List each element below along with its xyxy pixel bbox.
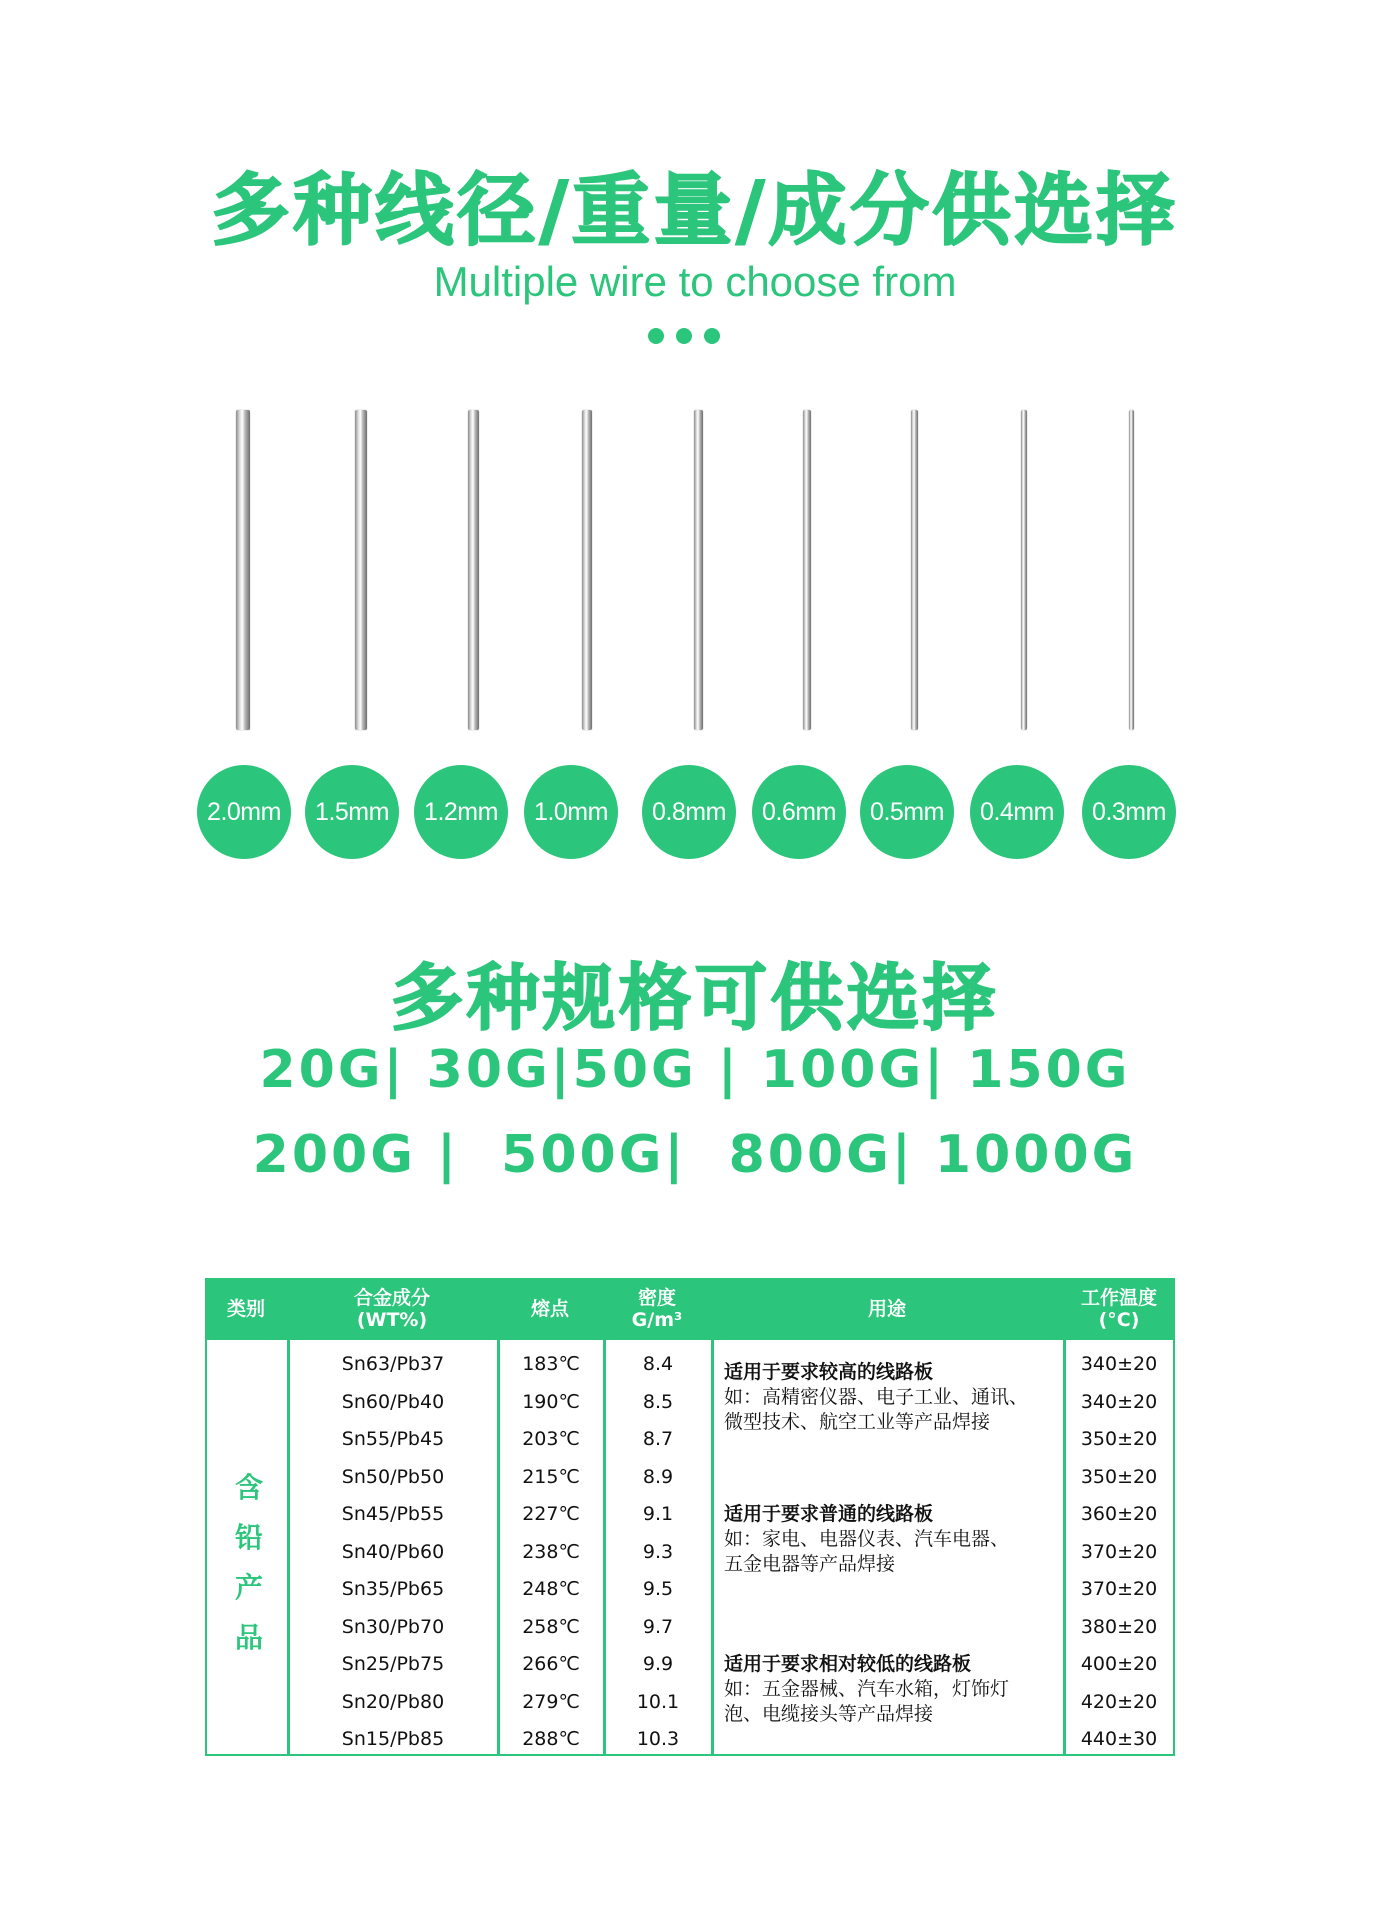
wire-0-6 [803, 410, 811, 730]
table-cell-density: 10.3 [636, 1728, 680, 1750]
table-cell-melt: 279℃ [522, 1690, 580, 1713]
table-cell-density: 9.7 [642, 1615, 674, 1638]
table-cell-alloy: Sn63/Pb37 [341, 1353, 445, 1375]
page-subtitle: Multiple wire to choose from [433, 258, 957, 305]
table-cell-alloy: Sn60/Pb40 [341, 1390, 445, 1413]
size-badge: 0.8mm [642, 765, 736, 859]
header-usage: 用途 [867, 1298, 906, 1320]
wire-0-5 [911, 410, 918, 730]
category-char: 含 [234, 1471, 263, 1504]
table-cell-melt: 203℃ [522, 1428, 580, 1450]
usage-block: 适用于要求普通的线路板 如：家电、电器仪表、汽车电器、 五金电器等产品焊接 [724, 1503, 1010, 1575]
table-cell-melt: 248℃ [522, 1578, 580, 1600]
table-cell-temp: 380±20 [1080, 1615, 1158, 1638]
table-cell-temp: 370±20 [1080, 1578, 1158, 1600]
usage-block: 适用于要求相对较低的线路板 如：五金器械、汽车水箱，灯饰灯 泡、电缆接头等产品焊接 [724, 1653, 1010, 1725]
table-cell-alloy: Sn45/Pb55 [341, 1503, 445, 1525]
usage-block: 适用于要求较高的线路板 如：高精密仪器、电子工业、通讯、 微型技术、航空工业等产品焊接 [724, 1361, 1029, 1433]
category-char: 品 [234, 1621, 263, 1654]
table-cell-alloy: Sn15/Pb85 [341, 1728, 445, 1750]
table-cell-alloy: Sn55/Pb45 [341, 1428, 445, 1450]
size-badge: 1.0mm [524, 765, 618, 859]
header-melting-point: 熔点 [530, 1298, 569, 1320]
table-cell-alloy: Sn40/Pb60 [341, 1540, 445, 1563]
table-cell-melt: 258℃ [522, 1615, 580, 1638]
table-cell-melt: 183℃ [522, 1353, 580, 1375]
table-cell-temp: 360±20 [1080, 1503, 1158, 1525]
wire-1-0 [582, 410, 592, 730]
size-badge: 0.6mm [752, 765, 846, 859]
table-cell-temp: 370±20 [1080, 1540, 1158, 1563]
table-cell-density: 10.1 [636, 1690, 680, 1713]
page-title: 多种线径/重量/成分供选择 [211, 166, 1179, 256]
table-cell-density: 8.4 [642, 1353, 674, 1375]
size-badge: 1.5mm [305, 765, 399, 859]
table-cell-density: 9.9 [642, 1653, 674, 1675]
alloy-table [205, 1278, 1175, 1758]
table-header [205, 1278, 1175, 1340]
table-body [205, 1340, 1175, 1756]
specs-line-2: 200G | 500G| 800G| 1000G [252, 1125, 1138, 1185]
wire-0-4 [1021, 410, 1027, 730]
category-char: 产 [234, 1571, 263, 1604]
size-badge: 0.3mm [1082, 765, 1176, 859]
header-alloy: 合金成分 (WT%) [353, 1287, 430, 1331]
table-cell-melt: 215℃ [522, 1465, 580, 1488]
specs-line-1: 20G| 30G|50G | 100G| 150G [259, 1040, 1131, 1100]
table-cell-melt: 190℃ [522, 1390, 580, 1413]
specs-title: 多种规格可供选择 [390, 956, 999, 1040]
table-cell-alloy: Sn30/Pb70 [341, 1615, 445, 1638]
table-cell-temp: 440±30 [1080, 1728, 1158, 1750]
wire-0-3 [1129, 410, 1134, 730]
table-cell-melt: 288℃ [522, 1728, 580, 1750]
table-cell-temp: 340±20 [1080, 1390, 1158, 1413]
table-cell-density: 9.5 [642, 1578, 674, 1600]
wire-2-0 [236, 410, 250, 730]
wire-0-8 [694, 410, 703, 730]
decorative-dots [648, 328, 748, 348]
table-cell-density: 9.1 [642, 1503, 674, 1525]
size-badge: 0.5mm [860, 765, 954, 859]
table-cell-density: 8.7 [642, 1428, 674, 1450]
table-cell-melt: 238℃ [522, 1540, 580, 1563]
table-cell-density: 8.5 [642, 1390, 674, 1413]
table-cell-temp: 400±20 [1080, 1653, 1158, 1675]
table-cell-alloy: Sn20/Pb80 [341, 1690, 445, 1713]
category-char: 铅 [234, 1521, 263, 1554]
wire-1-2 [468, 410, 479, 730]
table-cell-temp: 340±20 [1080, 1353, 1158, 1375]
header-working-temp: 工作温度 (°C) [1080, 1287, 1157, 1331]
header-category: 类别 [226, 1298, 265, 1320]
table-cell-density: 8.9 [642, 1465, 674, 1488]
table-cell-density: 9.3 [642, 1540, 674, 1563]
table-cell-temp: 350±20 [1080, 1465, 1158, 1488]
size-badge: 2.0mm [197, 765, 291, 859]
wire-1-5 [355, 410, 367, 730]
table-cell-alloy: Sn50/Pb50 [341, 1465, 445, 1488]
size-badge: 0.4mm [970, 765, 1064, 859]
table-cell-melt: 266℃ [522, 1653, 580, 1675]
table-cell-temp: 420±20 [1080, 1690, 1158, 1713]
table-cell-alloy: Sn25/Pb75 [341, 1653, 445, 1675]
table-cell-alloy: Sn35/Pb65 [341, 1578, 445, 1600]
header-density: 密度 G/m³ [631, 1287, 683, 1331]
table-cell-melt: 227℃ [522, 1503, 580, 1525]
table-cell-temp: 350±20 [1080, 1428, 1158, 1450]
size-badge: 1.2mm [414, 765, 508, 859]
